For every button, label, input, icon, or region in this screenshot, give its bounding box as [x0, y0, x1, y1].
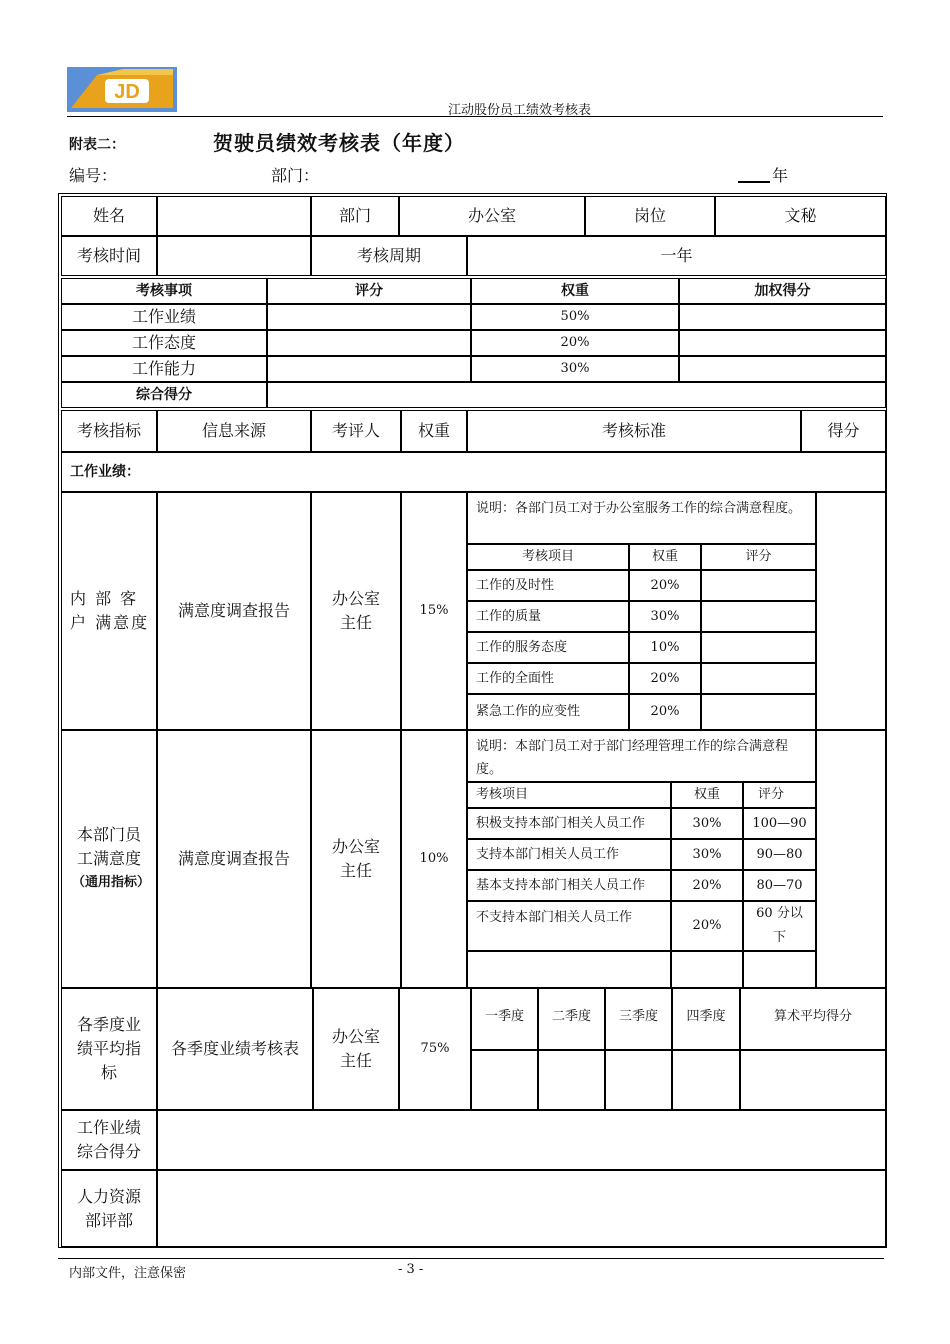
post-label: 岗位	[585, 196, 715, 236]
ind2-item-score: 80—70	[743, 870, 816, 901]
ind1-score[interactable]	[816, 492, 886, 730]
ind2-note: （通用指标）	[72, 875, 151, 890]
summary-row-weighted[interactable]	[679, 304, 886, 330]
ind1-item-weight: 20%	[629, 570, 701, 601]
summary-row-weight: 50%	[471, 304, 679, 330]
dept-label: 部门：	[271, 166, 320, 185]
summary-row-weighted[interactable]	[679, 356, 886, 382]
year-field[interactable]	[738, 163, 788, 186]
ind1-item-weight: 10%	[629, 632, 701, 663]
ind2-blank-score[interactable]	[743, 951, 816, 988]
total-score-value[interactable]	[267, 382, 886, 408]
ind1-item: 工作的及时性	[467, 570, 629, 601]
year-blank[interactable]	[738, 167, 770, 183]
company-logo	[67, 67, 177, 112]
annex-label: 附表二：	[69, 137, 125, 153]
ind3-name: 各季度业绩平均指标	[61, 988, 157, 1110]
ind1-item-weight: 20%	[629, 694, 701, 730]
dept-value[interactable]: 办公室	[399, 196, 585, 236]
year-label: 年	[772, 166, 789, 185]
ind3-avg-score[interactable]	[740, 1050, 886, 1110]
ind2-name: 本部门员工满意度	[76, 825, 141, 868]
ind3-q4-score[interactable]	[672, 1050, 740, 1110]
ind3-weight: 75%	[399, 988, 471, 1110]
ind2-item-weight: 20%	[671, 901, 743, 951]
ind3-avg: 算术平均得分	[740, 988, 886, 1050]
number-label: 编号：	[69, 166, 118, 185]
ind2-source: 满意度调查报告	[157, 730, 311, 988]
ind2-item-weight: 30%	[671, 839, 743, 870]
time-value[interactable]	[157, 236, 311, 276]
ind2-item-weight: 20%	[671, 870, 743, 901]
header-divider	[67, 116, 883, 117]
hr-review-label: 人力资源部评部	[61, 1170, 157, 1247]
ind1-item-score[interactable]	[701, 694, 816, 730]
ind2-score[interactable]	[816, 730, 886, 988]
page-title: 贺驶员绩效考核表（年度）	[213, 131, 465, 155]
summary-row-weighted[interactable]	[679, 330, 886, 356]
ind2-item: 不支持本部门相关人员工作	[467, 901, 671, 951]
perf-total-label: 工作业绩综合得分	[61, 1110, 157, 1170]
summary-row-score[interactable]	[267, 304, 471, 330]
ind1-item: 工作的质量	[467, 601, 629, 632]
ind1-weight: 15%	[401, 492, 467, 730]
total-score-label: 综合得分	[61, 382, 267, 408]
ind2-item-weight: 30%	[671, 808, 743, 839]
ind1-item-score[interactable]	[701, 570, 816, 601]
ind3-q1-score[interactable]	[471, 1050, 538, 1110]
ind-header-score: 得分	[801, 410, 886, 452]
ind2-rater: 办公室主任	[311, 730, 401, 988]
name-label: 姓名	[61, 196, 157, 236]
ind2-weight: 10%	[401, 730, 467, 988]
footer-confidential: 内部文件，注意保密	[69, 1266, 187, 1281]
ind2-item: 积极支持本部门相关人员工作	[467, 808, 671, 839]
ind3-rater: 办公室主任	[313, 988, 399, 1110]
ind1-name: 内 部 客 户 满意度	[61, 492, 157, 730]
ind1-rater: 办公室主任	[311, 492, 401, 730]
ind3-q2: 二季度	[538, 988, 605, 1050]
ind2-item-score: 100—90	[743, 808, 816, 839]
ind2-item: 支持本部门相关人员工作	[467, 839, 671, 870]
summary-header-score: 评分	[267, 278, 471, 304]
dept-cell-label: 部门	[311, 196, 399, 236]
summary-row-score[interactable]	[267, 330, 471, 356]
ind1-item: 紧急工作的应变性	[467, 694, 629, 730]
ind1-sub-header-weight: 权重	[629, 544, 701, 570]
ind1-item-weight: 30%	[629, 601, 701, 632]
footer-divider	[58, 1258, 884, 1259]
ind2-sub-header-score: 评分	[743, 782, 816, 808]
ind3-q4: 四季度	[672, 988, 740, 1050]
ind2-sub-header-weight: 权重	[671, 782, 743, 808]
ind1-source: 满意度调查报告	[157, 492, 311, 730]
ind1-sub-header-score: 评分	[701, 544, 816, 570]
summary-header-weight: 权重	[471, 278, 679, 304]
summary-header-weighted: 加权得分	[679, 278, 886, 304]
section-label: 工作业绩：	[61, 452, 886, 492]
summary-row-item: 工作态度	[61, 330, 267, 356]
perf-total-value[interactable]	[157, 1110, 886, 1170]
period-label: 考核周期	[311, 236, 467, 276]
ind2-name-cell	[61, 730, 157, 988]
ind1-item-score[interactable]	[701, 632, 816, 663]
post-value[interactable]: 文秘	[715, 196, 886, 236]
ind-header-rater: 考评人	[311, 410, 401, 452]
ind1-desc: 说明：各部门员工对于办公室服务工作的综合满意程度。	[467, 492, 816, 544]
page-number: - 3 -	[398, 1262, 424, 1277]
ind-header-source: 信息来源	[157, 410, 311, 452]
header-doc-title: 江动股份员工绩效考核表	[448, 103, 592, 118]
summary-row-weight: 30%	[471, 356, 679, 382]
ind2-blank-weight[interactable]	[671, 951, 743, 988]
ind3-q2-score[interactable]	[538, 1050, 605, 1110]
ind2-blank-item[interactable]	[467, 951, 671, 988]
ind3-q1: 一季度	[471, 988, 538, 1050]
ind1-item: 工作的全面性	[467, 663, 629, 694]
summary-row-item: 工作业绩	[61, 304, 267, 330]
summary-header-item: 考核事项	[61, 278, 267, 304]
ind-header-weight: 权重	[401, 410, 467, 452]
ind2-item-score: 60 分以下	[743, 901, 816, 951]
ind1-item: 工作的服务态度	[467, 632, 629, 663]
ind3-q3: 三季度	[605, 988, 672, 1050]
name-value[interactable]	[157, 196, 311, 236]
hr-review-value[interactable]	[157, 1170, 886, 1247]
logo-text: JD	[114, 81, 140, 103]
period-value[interactable]: 一年	[467, 236, 886, 276]
ind2-sub-header-item: 考核项目	[467, 782, 671, 808]
summary-row-item: 工作能力	[61, 356, 267, 382]
ind1-item-score[interactable]	[701, 663, 816, 694]
summary-row-score[interactable]	[267, 356, 471, 382]
ind3-q3-score[interactable]	[605, 1050, 672, 1110]
ind1-item-weight: 20%	[629, 663, 701, 694]
summary-row-weight: 20%	[471, 330, 679, 356]
ind-header-standard: 考核标准	[467, 410, 801, 452]
ind2-item: 基本支持本部门相关人员工作	[467, 870, 671, 901]
time-label: 考核时间	[61, 236, 157, 276]
ind2-item-score: 90—80	[743, 839, 816, 870]
assessment-table	[58, 193, 887, 1248]
ind2-desc: 说明：本部门员工对于部门经理管理工作的综合满意程度。	[467, 730, 816, 782]
ind-header-indicator: 考核指标	[61, 410, 157, 452]
ind3-source: 各季度业绩考核表	[157, 988, 313, 1110]
ind1-item-score[interactable]	[701, 601, 816, 632]
ind1-sub-header-item: 考核项目	[467, 544, 629, 570]
